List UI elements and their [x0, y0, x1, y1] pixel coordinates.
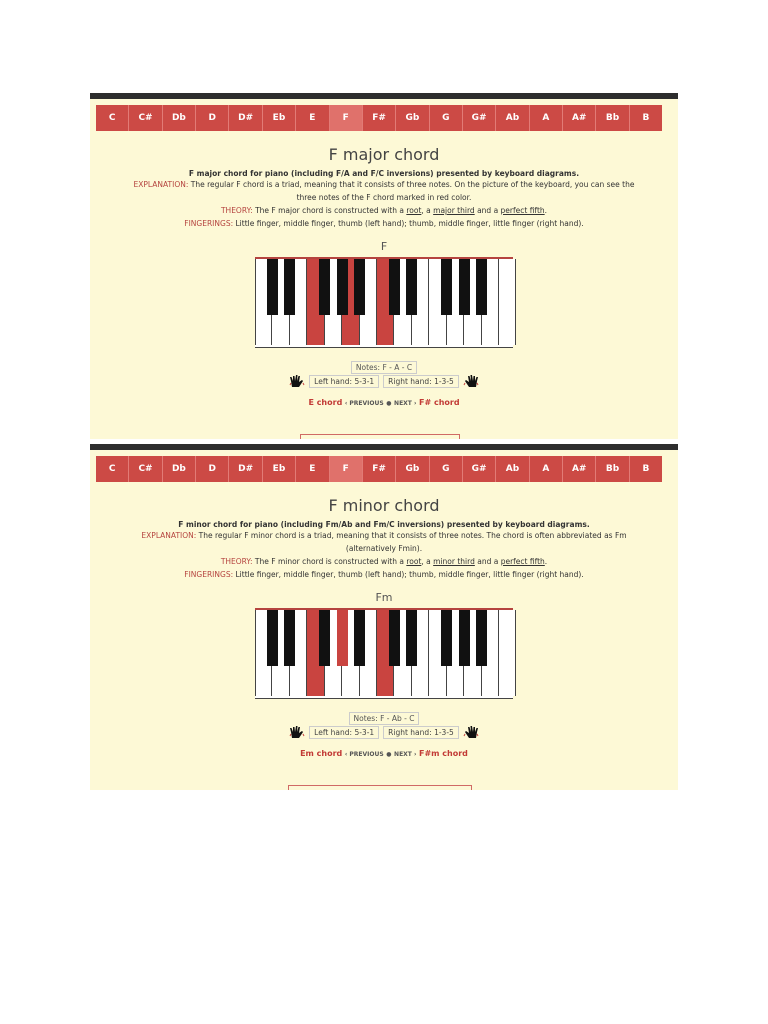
explanation-label: EXPLANATION:	[141, 531, 197, 540]
theory-text: , a	[421, 206, 434, 215]
theory-text: and a	[474, 206, 501, 215]
next-label[interactable]: NEXT ›	[394, 400, 417, 407]
note-tab-d[interactable]: D	[196, 105, 229, 131]
note-tab-c-sharp[interactable]: C#	[129, 456, 162, 482]
chord-title: F major chord	[328, 145, 440, 164]
chord-panel-f-minor	[90, 444, 678, 790]
note-tab-d-sharp[interactable]: D#	[229, 105, 262, 131]
black-key	[459, 259, 470, 315]
note-tab-ab[interactable]: Ab	[496, 105, 529, 131]
content-box-edge	[300, 434, 460, 439]
white-key	[499, 259, 516, 345]
piano-keyboard	[255, 257, 513, 347]
note-tab-ab[interactable]: Ab	[496, 456, 529, 482]
keyboard-base	[255, 698, 513, 699]
chord-pagination	[90, 398, 678, 407]
chord-notes	[90, 706, 678, 723]
chord-fingerings	[90, 217, 678, 230]
explanation-text: The regular F chord is a triad, meaning that it consists of three notes. On the picture of the keyboard, you can see the three notes of the F chord marked in red color.	[188, 180, 635, 202]
chord-pagination	[90, 749, 678, 758]
note-tab-f-sharp[interactable]: F#	[363, 456, 396, 482]
hand-fingering	[90, 373, 678, 389]
black-key	[441, 610, 452, 666]
note-tab-g[interactable]: G	[430, 456, 463, 482]
previous-label[interactable]: ‹ PREVIOUS	[344, 400, 384, 407]
note-tab-c[interactable]: C	[96, 105, 129, 131]
note-tab-bb[interactable]: Bb	[596, 105, 629, 131]
next-chord-link[interactable]: F#m chord	[419, 749, 468, 758]
notes-label: Notes: F - A - C	[351, 361, 417, 374]
note-tab-a[interactable]: A	[530, 456, 563, 482]
left-hand-fingering: Left hand: 5-3-1	[309, 375, 379, 388]
fingerings-label: FINGERINGS:	[184, 570, 234, 579]
black-key	[406, 610, 417, 666]
theory-link-third[interactable]: major third	[433, 206, 475, 215]
black-key	[459, 610, 470, 666]
note-tab-db[interactable]: Db	[163, 456, 196, 482]
note-tab-b[interactable]: B	[642, 113, 650, 123]
theory-text: .	[544, 557, 548, 566]
black-key	[337, 610, 348, 666]
explanation-text: The regular F minor chord is a triad, meaning that it consists of three notes. The chord is often abbreviated as Fm (alternatively Fmin).	[196, 531, 627, 553]
theory-text: .	[544, 206, 548, 215]
note-tab-d-sharp[interactable]: D#	[229, 456, 262, 482]
black-key	[441, 259, 452, 315]
black-key	[319, 259, 330, 315]
theory-text: The F minor chord is constructed with a	[252, 557, 407, 566]
pagination-separator: ●	[386, 751, 392, 758]
left-hand-fingering: Left hand: 5-3-1	[309, 726, 379, 739]
chord-subtitle: F minor chord for piano (including Fm/Ab and Fm/C inversions) presented by keyboard diagrams.	[178, 520, 590, 529]
note-tab-gb[interactable]: Gb	[396, 105, 429, 131]
black-key	[406, 259, 417, 315]
white-key	[499, 610, 516, 696]
note-tab-a-sharp[interactable]: A#	[563, 105, 596, 131]
previous-chord-link[interactable]: E chord	[308, 398, 343, 407]
right-hand-fingering: Right hand: 1-3-5	[383, 375, 459, 388]
note-tab-db[interactable]: Db	[163, 105, 196, 131]
note-tab-a-sharp[interactable]: A#	[563, 456, 596, 482]
theory-text: and a	[474, 557, 501, 566]
note-tab-e[interactable]: E	[296, 105, 329, 131]
left-hand-icon	[289, 374, 305, 388]
black-key	[284, 259, 295, 315]
chord-title: F minor chord	[328, 496, 440, 515]
note-tab-c[interactable]: C	[96, 456, 129, 482]
chord-panel-f-major	[90, 93, 678, 439]
black-key	[389, 259, 400, 315]
theory-label: THEORY:	[220, 206, 253, 215]
theory-label: THEORY:	[220, 557, 253, 566]
note-tab-f[interactable]: F	[330, 456, 363, 482]
left-hand-icon	[289, 725, 305, 739]
black-key	[354, 610, 365, 666]
fingerings-text: Little finger, middle finger, thumb (left hand); thumb, middle finger, little finger (right hand).	[233, 570, 584, 579]
fingerings-label: FINGERINGS:	[184, 219, 234, 228]
chord-theory	[90, 555, 678, 568]
note-tab-bb[interactable]: Bb	[596, 456, 629, 482]
note-tab-a[interactable]: A	[530, 105, 563, 131]
note-tab-f-sharp[interactable]: F#	[363, 105, 396, 131]
next-label[interactable]: NEXT ›	[394, 751, 417, 758]
fingerings-text: Little finger, middle finger, thumb (left hand); thumb, middle finger, little finger (right hand).	[233, 219, 584, 228]
black-key	[267, 610, 278, 666]
black-key	[267, 259, 278, 315]
black-key	[354, 259, 365, 315]
note-tab-eb[interactable]: Eb	[263, 105, 296, 131]
note-tab-g-sharp[interactable]: G#	[463, 456, 496, 482]
black-key	[284, 610, 295, 666]
note-tab-gb[interactable]: Gb	[396, 456, 429, 482]
black-key	[337, 259, 348, 315]
piano-keyboard	[255, 608, 513, 698]
note-navigation	[96, 456, 662, 482]
note-tab-g-sharp[interactable]: G#	[463, 105, 496, 131]
right-hand-fingering: Right hand: 1-3-5	[383, 726, 459, 739]
chord-symbol: Fm	[375, 591, 393, 604]
chord-notes	[90, 355, 678, 372]
note-tab-f[interactable]: F	[330, 105, 363, 131]
chord-explanation	[90, 178, 678, 204]
explanation-label: EXPLANATION:	[133, 180, 189, 189]
black-key	[319, 610, 330, 666]
chord-symbol: F	[380, 240, 388, 253]
note-navigation	[96, 105, 662, 131]
chord-theory	[90, 204, 678, 217]
theory-text: The F major chord is constructed with a	[252, 206, 407, 215]
next-chord-link[interactable]: F# chord	[419, 398, 460, 407]
note-tab-d[interactable]: D	[196, 456, 229, 482]
pagination-separator: ●	[386, 400, 392, 407]
note-tab-e[interactable]: E	[296, 456, 329, 482]
previous-chord-link[interactable]: Em chord	[300, 749, 343, 758]
theory-link-root[interactable]: root	[406, 206, 422, 215]
chord-subtitle: F major chord for piano (including F/A and F/C inversions) presented by keyboard diagrams.	[188, 169, 580, 178]
theory-link-fifth[interactable]: perfect fifth	[500, 557, 545, 566]
notes-label: Notes: F - Ab - C	[349, 712, 420, 725]
chord-fingerings	[90, 568, 678, 581]
note-tab-c-sharp[interactable]: C#	[129, 105, 162, 131]
theory-link-root[interactable]: root	[406, 557, 422, 566]
theory-text: , a	[421, 557, 434, 566]
previous-label[interactable]: ‹ PREVIOUS	[344, 751, 384, 758]
theory-link-fifth[interactable]: perfect fifth	[500, 206, 545, 215]
content-box-edge	[288, 785, 472, 790]
right-hand-icon	[463, 725, 479, 739]
note-tab-eb[interactable]: Eb	[263, 456, 296, 482]
keyboard-base	[255, 347, 513, 348]
chord-explanation	[90, 529, 678, 555]
hand-fingering	[90, 724, 678, 740]
black-key	[476, 259, 487, 315]
black-key	[389, 610, 400, 666]
black-key	[476, 610, 487, 666]
theory-link-third[interactable]: minor third	[433, 557, 475, 566]
note-tab-b[interactable]: B	[642, 464, 650, 474]
note-tab-g[interactable]: G	[430, 105, 463, 131]
right-hand-icon	[463, 374, 479, 388]
